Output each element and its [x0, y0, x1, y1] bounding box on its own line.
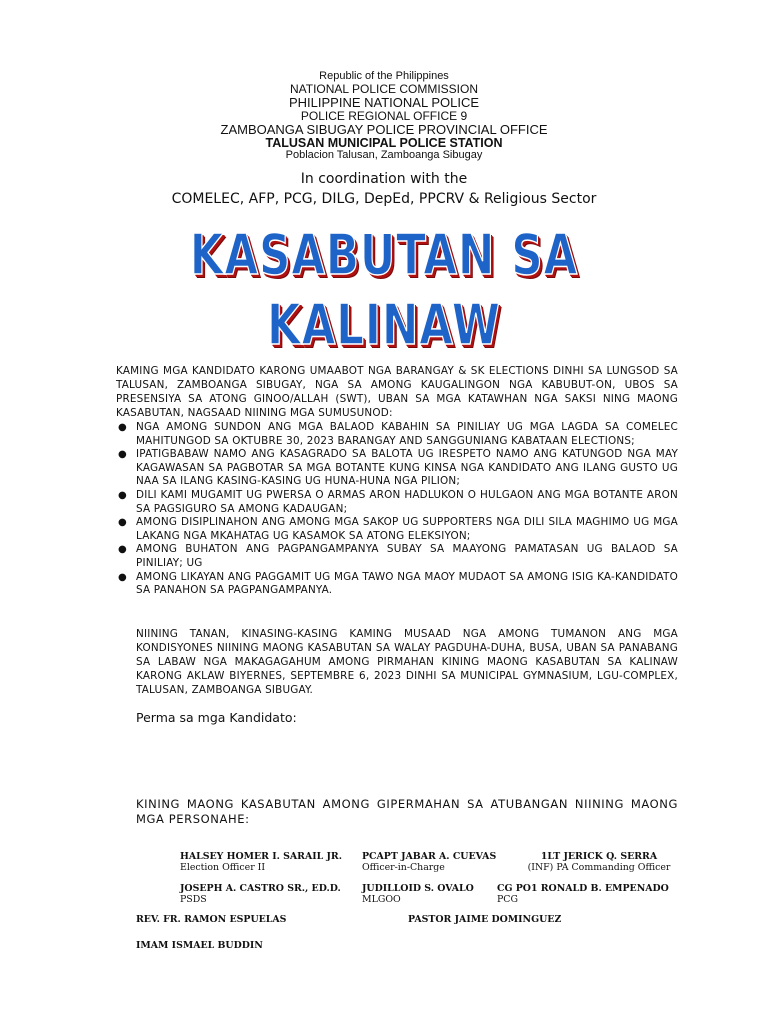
- signatory-sarail: [180, 851, 342, 873]
- signatory-name: PCAPT JABAR A. CUEVAS: [362, 851, 497, 862]
- ppo-line: ZAMBOANGA SIBUGAY POLICE PROVINCIAL OFFICE: [220, 121, 548, 137]
- pledge-text: AMONG LIKAYAN ANG PAGGAMIT UG MGA TAWO NGA MAOY MUDAOT SA AMONG ISIG KA-KANDIDATO SA PANAHON SA PAGPANGAMPANYA.: [136, 570, 678, 597]
- signatory-position: (INF) PA Commanding Officer: [527, 862, 671, 873]
- signatory-name: IMAM ISMAEL BUDDIN: [136, 940, 263, 951]
- pledge-text: IPATIGBABAW NAMO ANG KASAGRADO SA BALOTA UG IRESPETO NAMO ANG KATUNGOD NGA MAY KAGAWASAN SA PAGBOTAR SA MGA BOTANTE KUNG KINSA NGA KANDIDATO ANG ILANG GUSTO UG NAA SA ILANG KASING-KASING UG HUNA-HUNA NGA PILION;: [136, 448, 678, 488]
- station-line: TALUSAN MUNICIPAL POLICE STATION: [265, 135, 503, 150]
- pledge-item: [116, 516, 678, 543]
- pledge-item: [116, 448, 678, 489]
- document-title-line-2: KALINAW: [267, 293, 501, 358]
- pledge-text: AMONG BUHATON ANG PAGPANGAMPANYA SUBAY SA MAAYONG PAMATASAN UG BALAOD SA PINILIAY; UG: [136, 543, 678, 569]
- signatory-serra: [520, 851, 678, 873]
- pnp-line: PHILIPPINE NATIONAL POLICE: [289, 94, 479, 110]
- pledge-item: [116, 489, 678, 516]
- signatory-buddin: [136, 940, 263, 951]
- bullet-icon: ●: [118, 422, 127, 433]
- signatory-position: Officer-in-Charge: [362, 862, 445, 873]
- letterhead: [0, 71, 768, 162]
- closing-paragraph: NIINING TANAN, KINASING-KASING KAMING MUSAAD NGA AMONG TUMANON ANG MGA KONDISYONES NIINING MAONG KASABUTAN SA WALAY PAGDUHA-DUHA, BUSA, UBAN SA PANABANG SA LABAW NGA MAKAGAGAHUM AMONG PIRMAHAN KINING MAONG KASABUTAN SA KALINAW KARONG AKLAW BIYERNES, SEPTEMBRE 6, 2023 DINHI SA MUNICIPAL GYMNASIUM, LGU-COMPLEX, TALUSAN, ZAMBOANGA SIBUGAY.: [136, 628, 678, 696]
- bullet-icon: ●: [118, 544, 127, 556]
- pledge-item: [116, 421, 678, 448]
- pledge-list: [116, 421, 678, 598]
- candidates-signature-label: Perma sa mga Kandidato:: [136, 710, 297, 725]
- signatory-name: CG PO1 RONALD B. EMPENADO: [497, 883, 669, 894]
- signatory-position: PCG: [497, 894, 518, 905]
- bullet-icon: ●: [118, 517, 127, 529]
- coordination-line-1: In coordination with the: [300, 171, 468, 187]
- signatory-name: PASTOR JAIME DOMINGUEZ: [408, 914, 562, 925]
- signatory-name: 1LT JERICK Q. SERRA: [540, 851, 658, 862]
- signatory-position: Election Officer II: [180, 862, 266, 873]
- signatory-espuelas: [136, 914, 286, 925]
- pledge-text: NGA AMONG SUNDON ANG MGA BALAOD KABAHIN SA PINILIAY UG MGA LAGDA SA COMELEC MAHITUNGOD SA OKTUBRE 30, 2023 BARANGAY AND SANGGUNIANG KABATAAN ELECTIONS;: [136, 421, 678, 447]
- document-title-line-1: KASABUTAN SA: [189, 223, 579, 288]
- witness-paragraph: KINING MAONG KASABUTAN AMONG GIPERMAHAN SA ATUBANGAN NIINING MAONG MGA PERSONAHE:: [136, 797, 678, 826]
- signatory-name: REV. FR. RAMON ESPUELAS: [136, 914, 287, 925]
- pledge-item: [116, 571, 678, 598]
- signatory-name: JUDILLOID S. OVALO: [362, 883, 474, 894]
- pro-line: POLICE REGIONAL OFFICE 9: [300, 108, 468, 123]
- napolcom-line: NATIONAL POLICE COMMISSION: [289, 81, 479, 96]
- signatory-name: HALSEY HOMER I. SARAIL JR.: [180, 851, 342, 862]
- pledge-text: DILI KAMI MUGAMIT UG PWERSA O ARMAS ARON HADLUKON O HULGAON ANG MGA BOTANTE ARON SA PAGSIGURO SA AMONG KADAUGAN;: [136, 488, 678, 515]
- signatory-castro: [180, 883, 341, 905]
- bullet-icon: ●: [118, 489, 127, 501]
- signatory-cuevas: [362, 851, 496, 873]
- coordination-line-2: COMELEC, AFP, PCG, DILG, DepEd, PPCRV & Religious Sector: [171, 191, 597, 207]
- signatory-position: PSDS: [180, 894, 207, 905]
- title-line-2-wrap: [0, 293, 768, 358]
- republic-line: Republic of the Philippines: [319, 70, 449, 82]
- intro-paragraph: KAMING MGA KANDIDATO KARONG UMAABOT NGA BARANGAY & SK ELECTIONS DINHI SA LUNGSOD SA TALUSAN, ZAMBOANGA SIBUGAY, NGA SA AMONG KAUGALINGON NGA KABUBUT-ON, UBOS SA PRESENSIYA SA ATONG GINOO/ALLAH (SWT), UBAN SA MGA KATAWHAN NGA SAKSI NING MAONG KASABUTAN, NAGSAAD NIINING MGA SUMUSUNOD:: [116, 365, 678, 419]
- signatory-empenado: [497, 883, 669, 905]
- pledge-text: AMONG DISIPLINAHON ANG AMONG MGA SAKOP UG SUPPORTERS NGA DILI SILA MAGHIMO UG MGA LAKANG NGA MKAHATAG UG KASAMOK SA ATONG ELEKSIYON;: [136, 516, 678, 542]
- signatory-dominguez: [408, 914, 561, 925]
- address-line: Poblacion Talusan, Zamboanga Sibugay: [285, 149, 483, 162]
- bullet-icon: ●: [118, 571, 127, 583]
- signatory-ovalo: [362, 883, 474, 905]
- signatory-name: JOSEPH A. CASTRO SR., ED.D.: [180, 883, 341, 894]
- pledge-item: [116, 543, 678, 570]
- bullet-icon: ●: [118, 449, 127, 461]
- signatory-position: MLGOO: [362, 894, 401, 905]
- title-line-1-wrap: [0, 223, 768, 288]
